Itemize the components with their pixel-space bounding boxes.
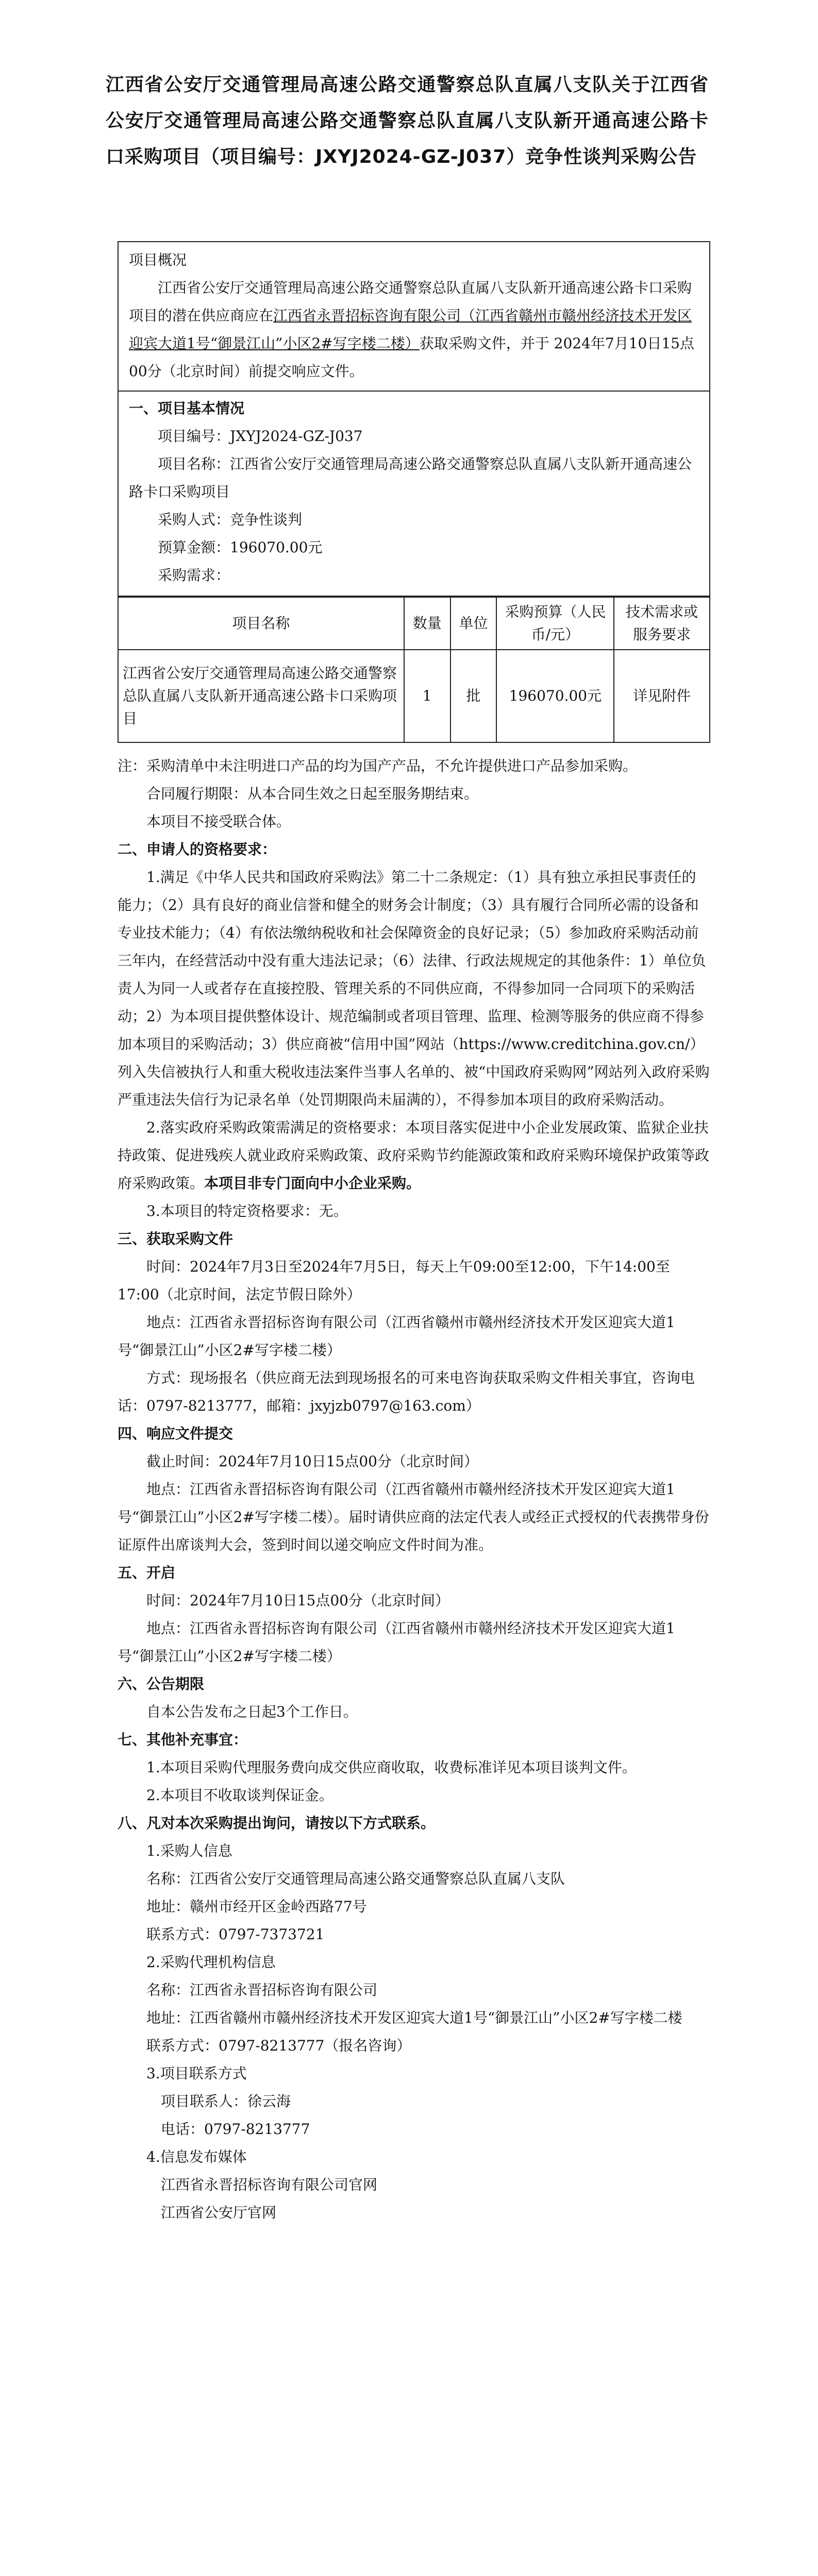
agency-name: 名称：江西省永晋招标咨询有限公司 xyxy=(146,1981,378,1998)
table-header-cell: 单位 xyxy=(450,597,497,650)
submission-place: 地点：江西省永晋招标咨询有限公司（江西省赣州市赣州经济技术开发区迎宾大道1号“御景江山”小区2#写字楼二楼）。届时请供应商的法定代表人或经正式授权的代表携带身份证原件出席谈判大会，签到时间以递交响应文件时间为准。 xyxy=(118,1481,709,1553)
table-header-cell: 数量 xyxy=(404,597,450,650)
overview-text-b: 获取采购文件，并于 2024年7月10日15点00分（北京时间）前提交响应文件。 xyxy=(129,335,694,380)
purchaser-address: 地址：赣州市经开区金岭西路77号 xyxy=(146,1898,367,1915)
purchaser-phone: 联系方式：0797-7373721 xyxy=(146,1926,325,1943)
agency-address-link[interactable]: 江西省永晋招标咨询有限公司（江西省赣州市赣州经济技术开发区迎宾大道1号“御景江山”小区2#写字楼二楼） xyxy=(129,307,692,352)
table-header-row xyxy=(118,597,710,650)
project-number: 项目编号：JXYJ2024-GZ-J037 xyxy=(158,428,363,445)
section1-heading: 一、项目基本情况 xyxy=(129,400,245,417)
section6-heading: 六、公告期限 xyxy=(118,1675,205,1692)
opening-place: 地点：江西省永晋招标咨询有限公司（江西省赣州市赣州经济技术开发区迎宾大道1号“御景江山”小区2#写字楼二楼） xyxy=(118,1620,675,1665)
project-contact-title: 3.项目联系方式 xyxy=(146,2065,247,2082)
document-method: 方式：现场报名（供应商无法到现场报名的可来电咨询获取采购文件相关事宜，咨询电话：0797-8213777，邮箱：jxyjzb0797@163.com） xyxy=(118,1369,695,1414)
qualification-item-3: 3.本项目的特定资格要求：无。 xyxy=(146,1202,348,1219)
qualification-item-1: 1.满足《中华人民共和国政府采购法》第二十二条规定：（1）具有独立承担民事责任的能力；（2）具有良好的商业信誉和健全的财务会计制度；（3）具有履行合同所必需的设备和专业技术能力；（4）有依法缴纳税收和社会保障资金的良好记录；（5）参加政府采购活动前三年内，在经营活动中没有重大违法记录；（6）法律、行政法规规定的其他条件：1）单位负责人为同一人或者存在直接控股、管理关系的不同供应商，不得参加同一合同项下的采购活动；2）为本项目提供整体设计、规范编制或者项目管理、监理、检测等服务的供应商不得参加本项目的采购活动；3）供应商被“信用中国”网站（https://www.creditchina.gov.cn/）列入失信被执行人和重大税收违法案件当事人名单的、被“中国政府采购网”网站列入政府采购严重违法失信行为记录名单（处罚期限尚未届满的），不得参加本项目的政府采购活动。 xyxy=(118,869,710,1108)
table-header-cell: 采购预算（人民币/元） xyxy=(496,597,614,650)
section4-heading: 四、响应文件提交 xyxy=(118,1425,233,1442)
import-note: 注：采购清单中未注明进口产品的均为国产产品，不允许提供进口产品参加采购。 xyxy=(118,757,638,774)
agency-phone: 联系方式：0797-8213777（报名咨询） xyxy=(146,2037,411,2054)
table-header-cell: 技术需求或服务要求 xyxy=(614,597,710,650)
budget-amount: 预算金额：196070.00元 xyxy=(158,539,323,556)
table-cell: 详见附件 xyxy=(614,650,710,742)
media-item-2: 江西省公安厅官网 xyxy=(161,2204,277,2221)
project-contact-person: 项目联系人：徐云海 xyxy=(161,2093,291,2110)
table-header-cell: 项目名称 xyxy=(118,597,404,650)
notice-period: 自本公告发布之日起3个工作日。 xyxy=(146,1703,358,1720)
project-contact-phone: 电话：0797-8213777 xyxy=(161,2121,310,2138)
overview-text xyxy=(129,274,702,385)
qualification-item-2-emphasis: 本项目非专门面向中小企业采购。 xyxy=(204,1175,421,1192)
media-title: 4.信息发布媒体 xyxy=(146,2148,247,2165)
submission-deadline: 截止时间：2024年7月10日15点00分（北京时间） xyxy=(146,1453,478,1470)
agency-info-title: 2.采购代理机构信息 xyxy=(146,1954,276,1971)
document-time: 时间：2024年7月3日至2024年7月5日，每天上午09:00至12:00，下午14:00至17:00（北京时间，法定节假日除外） xyxy=(118,1258,670,1303)
section8-heading: 八、凡对本次采购提出询问，请按以下方式联系。 xyxy=(118,1815,436,1832)
project-name: 项目名称：江西省公安厅交通管理局高速公路交通警察总队直属八支队新开通高速公路卡口采购项目 xyxy=(129,455,692,500)
qualification-item-2-text: 2.落实政府采购政策需满足的资格要求：本项目落实促进中小企业发展政策、监狱企业扶持政策、促进残疾人就业政府采购政策、政府采购节约能源政策和政府采购环境保护政策等政府采购政策。 xyxy=(118,1119,710,1192)
supplement-item-2: 2.本项目不收取谈判保证金。 xyxy=(146,1787,333,1804)
table-cell: 江西省公安厅交通管理局高速公路交通警察总队直属八支队新开通高速公路卡口采购项目 xyxy=(118,650,404,742)
table-cell: 196070.00元 xyxy=(496,650,614,742)
section2-heading: 二、申请人的资格要求： xyxy=(118,841,277,858)
consortium-note: 本项目不接受联合体。 xyxy=(146,813,291,830)
project-summary-box xyxy=(118,392,710,597)
opening-time: 时间：2024年7月10日15点00分（北京时间） xyxy=(146,1592,449,1609)
section3-heading: 三、获取采购文件 xyxy=(118,1230,233,1247)
section5-heading: 五、开启 xyxy=(118,1564,176,1581)
requirements-table xyxy=(118,597,710,743)
table-row xyxy=(118,650,710,742)
purchaser-name: 名称：江西省公安厅交通管理局高速公路交通警察总队直属八支队 xyxy=(146,1870,565,1887)
demand-label: 采购需求： xyxy=(158,567,230,584)
section7-heading: 七、其他补充事宜： xyxy=(118,1731,248,1748)
project-overview-box xyxy=(118,241,710,392)
table-cell: 批 xyxy=(450,650,497,742)
overview-text-a: 江西省公安厅交通管理局高速公路交通警察总队直属八支队新开通高速公路卡口采购项目的潜在供应商应在 xyxy=(129,279,692,324)
supplement-item-1: 1.本项目采购代理服务费向成交供应商收取，收费标准详见本项目谈判文件。 xyxy=(146,1759,637,1776)
media-item-1: 江西省永晋招标咨询有限公司官网 xyxy=(161,2176,378,2193)
announcement-body xyxy=(118,241,710,2227)
qualification-item-2 xyxy=(118,1114,710,1197)
document-place: 地点：江西省永晋招标咨询有限公司（江西省赣州市赣州经济技术开发区迎宾大道1号“御景江山”小区2#写字楼二楼） xyxy=(118,1314,675,1359)
announcement-title: 江西省公安厅交通管理局高速公路交通警察总队直属八支队关于江西省公安厅交通管理局高速公路交通警察总队直属八支队新开通高速公路卡口采购项目（项目编号：JXYJ2024-GZ-J037）竞争性谈判采购公告 xyxy=(106,74,709,167)
procurement-method: 采购人式：竞争性谈判 xyxy=(158,511,303,528)
agency-address: 地址：江西省赣州市赣州经济技术开发区迎宾大道1号“御景江山”小区2#写字楼二楼 xyxy=(146,2009,682,2026)
table-cell: 1 xyxy=(404,650,450,742)
contract-period: 合同履行期限：从本合同生效之日起至服务期结束。 xyxy=(146,785,479,802)
overview-heading: 项目概况 xyxy=(129,251,187,268)
purchaser-info-title: 1.采购人信息 xyxy=(146,1842,232,1859)
